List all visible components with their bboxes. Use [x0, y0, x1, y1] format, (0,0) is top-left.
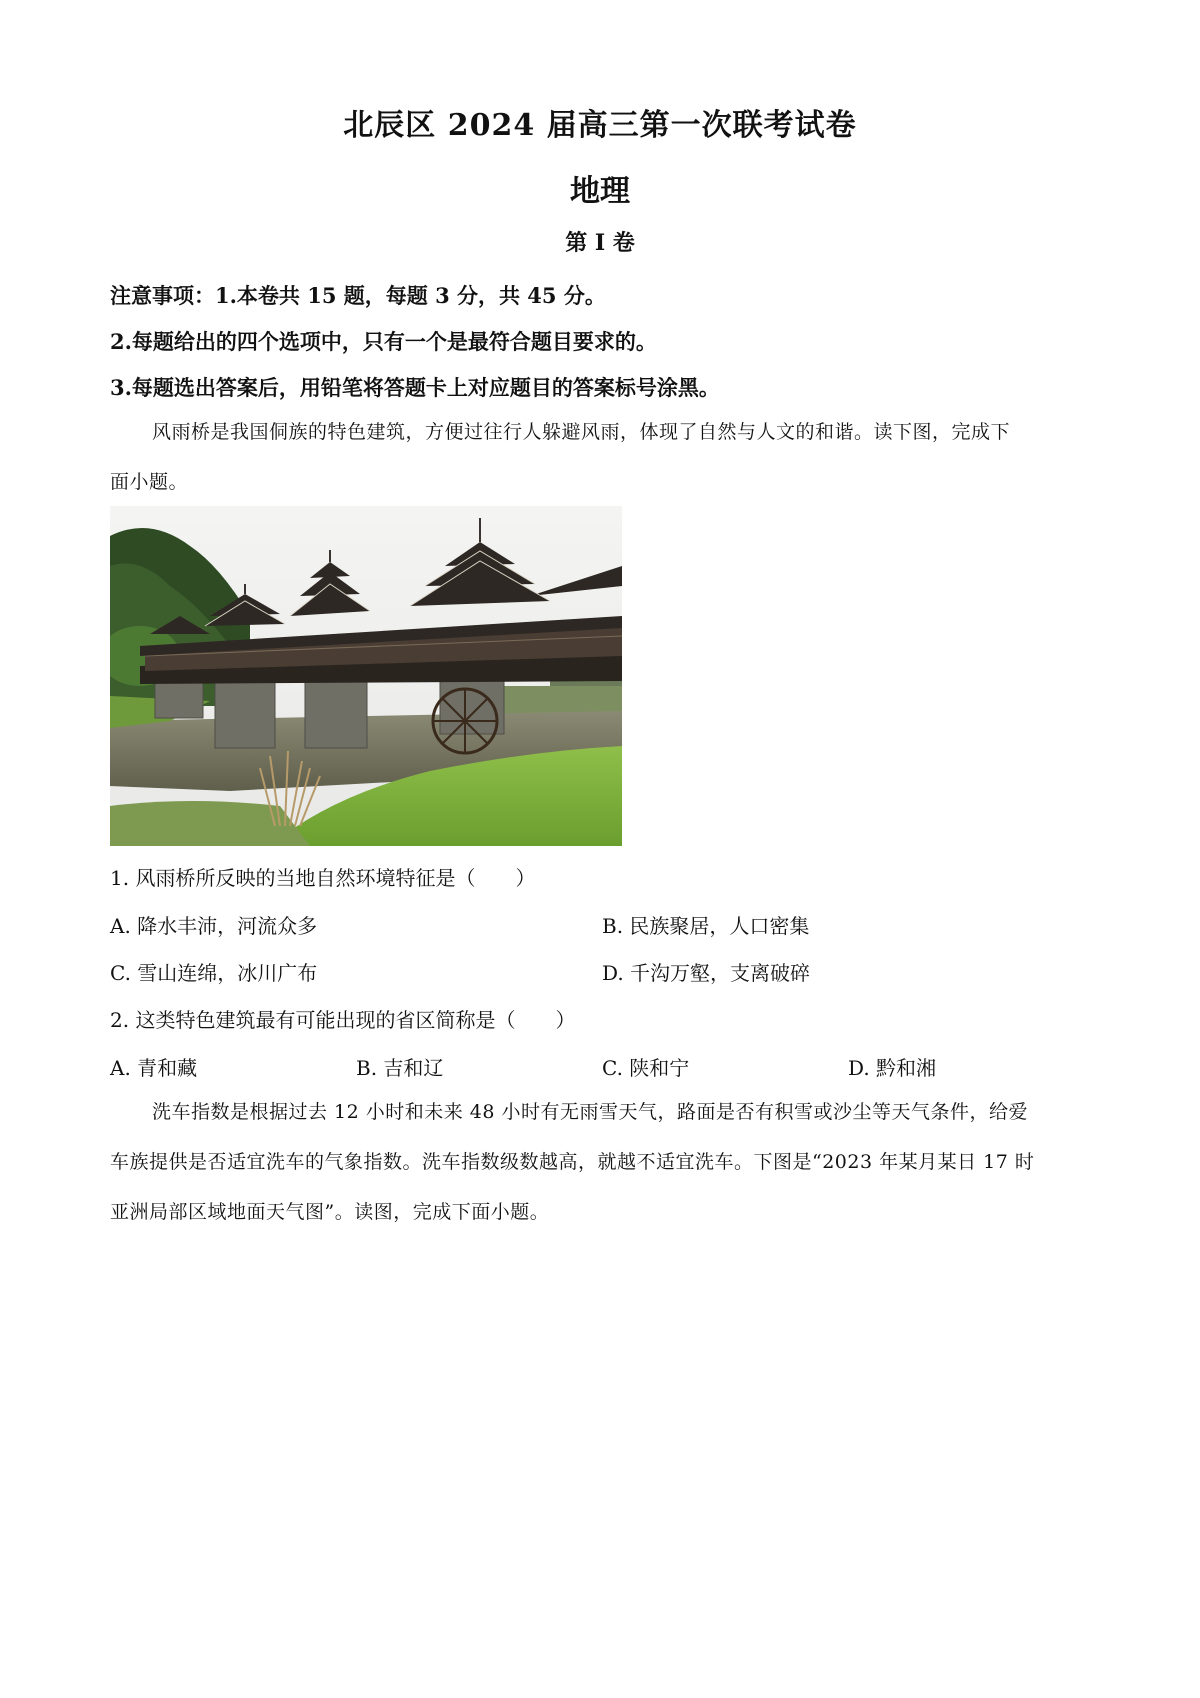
note-line-1: 注意事项：1.本卷共 15 题，每题 3 分，共 45 分。	[110, 283, 606, 308]
question-1-option-b: B. 民族聚居，人口密集	[602, 914, 810, 938]
passage-car-wash-line-3: 亚洲局部区域地面天气图”。读图，完成下面小题。	[110, 1201, 550, 1223]
question-2-stem: 2. 这类特色建筑最有可能出现的省区简称是（ ）	[110, 1008, 576, 1032]
subject-title: 地理	[570, 174, 630, 209]
question-1-option-c: C. 雪山连绵，冰川广布	[110, 961, 318, 985]
exam-title: 北辰区 2024 届高三第一次联考试卷	[343, 108, 857, 143]
question-1-option-d: D. 千沟万壑，支离破碎	[602, 961, 811, 985]
passage-car-wash	[110, 1087, 1100, 1237]
passage-bridge-line-1	[110, 407, 1100, 457]
passage-bridge-line-2: 面小题。	[110, 471, 189, 493]
passage-car-wash-text-1: 洗车指数是根据过去 12 小时和未来 48 小时有无雨雪天气，路面是否有积雪或沙尘等天气条件，给爱	[152, 1101, 1029, 1123]
passage-bridge-text-1: 风雨桥是我国侗族的特色建筑，方便过往行人躲避风雨，体现了自然与人文的和谐。读下图，完成下	[152, 421, 1011, 443]
passage-car-wash-line-1	[110, 1087, 1100, 1137]
question-1-option-a: A. 降水丰沛，河流众多	[110, 914, 318, 938]
passage-car-wash-line-2: 车族提供是否适宜洗车的气象指数。洗车指数级数越高，就越不适宜洗车。下图是“2023 年某月某日 17 时	[110, 1151, 1035, 1173]
question-2-option-a: A. 青和藏	[110, 1056, 198, 1080]
note-line-3: 3.每题选出答案后，用铅笔将答题卡上对应题目的答案标号涂黑。	[110, 375, 720, 400]
note-line-2: 2.每题给出的四个选项中，只有一个是最符合题目要求的。	[110, 329, 657, 354]
question-1-stem: 1. 风雨桥所反映的当地自然环境特征是（ ）	[110, 866, 536, 890]
question-2-option-d: D. 黔和湘	[848, 1056, 937, 1080]
wind-rain-bridge-photo	[110, 506, 622, 846]
question-2-option-b: B. 吉和辽	[356, 1056, 444, 1080]
question-2-option-c: C. 陕和宁	[602, 1056, 690, 1080]
part-heading: 第 I 卷	[565, 230, 635, 256]
passage-bridge	[110, 407, 1100, 507]
